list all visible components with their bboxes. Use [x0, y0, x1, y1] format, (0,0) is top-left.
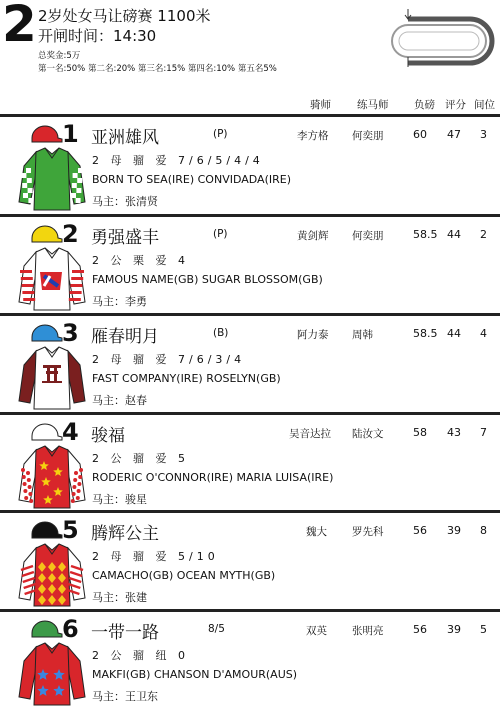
runner-entry	[0, 317, 500, 415]
weight: 58.5	[413, 327, 438, 340]
jockey: 阿力泰	[297, 329, 329, 341]
race-number: 2	[2, 0, 37, 53]
runner-entry	[0, 514, 500, 612]
pedigree: RODERIC O'CONNOR(IRE) MARIA LUISA(IRE)	[92, 471, 334, 484]
weight: 60	[413, 128, 427, 141]
weight: 56	[413, 524, 427, 537]
horse-name: 骏福	[91, 426, 125, 446]
horse-name: 一带一路	[91, 623, 159, 643]
race-header	[0, 0, 500, 90]
weight: 56	[413, 623, 427, 636]
saddle-number: 6	[62, 615, 79, 643]
horse-name: 勇强盛丰	[91, 228, 159, 248]
owner: 马主：李勇	[92, 295, 147, 308]
horse-name: 雁春明月	[91, 327, 159, 347]
horse-info: 2 母 骝 爱 5/10	[92, 550, 219, 563]
draw: 5	[480, 623, 487, 636]
saddle-number: 2	[62, 220, 79, 248]
horse-info: 2 母 骝 爱 7/6/5/4/4	[92, 154, 264, 167]
saddle-number: 3	[62, 319, 79, 347]
prize-split: 第一名:50% 第二名:20% 第三名:15% 第四名:10% 第五名5%	[38, 64, 277, 74]
trainer: 张明亮	[352, 625, 384, 637]
column-rating: 评分	[445, 99, 466, 111]
runner-entry	[0, 613, 500, 711]
horse-info: 2 公 骝 爱 5	[92, 452, 189, 465]
divider	[0, 114, 500, 117]
owner: 马主：张建	[92, 591, 147, 604]
trainer: 周韩	[352, 329, 373, 341]
jockey: 黄剑辉	[297, 230, 329, 242]
draw: 2	[480, 228, 487, 241]
start-time: 开闸时间：14:30	[38, 27, 157, 45]
gear: (P)	[213, 128, 228, 140]
runner-entry	[0, 218, 500, 316]
draw: 3	[480, 128, 487, 141]
horse-name: 亚洲雄风	[91, 128, 159, 148]
horse-info: 2 公 栗 爱 4	[92, 254, 189, 267]
rating: 44	[447, 327, 461, 340]
gear: (P)	[213, 228, 228, 240]
owner: 马主：赵春	[92, 394, 147, 407]
track-diagram	[370, 5, 495, 70]
draw: 4	[480, 327, 487, 340]
gear: 8/5	[208, 623, 225, 635]
weight: 58	[413, 426, 427, 439]
trainer: 陆汝文	[352, 428, 384, 440]
jockey: 吴音达拉	[289, 428, 331, 440]
horse-info: 2 母 骝 爱 7/6/3/4	[92, 353, 246, 366]
draw: 7	[480, 426, 487, 439]
jockey: 魏大	[306, 526, 327, 538]
rating: 39	[447, 524, 461, 537]
pedigree: CAMACHO(GB) OCEAN MYTH(GB)	[92, 569, 276, 582]
jockey: 李方格	[297, 130, 329, 142]
rating: 43	[447, 426, 461, 439]
pedigree: FAMOUS NAME(GB) SUGAR BLOSSOM(GB)	[92, 273, 323, 286]
trainer: 何奕朋	[352, 130, 384, 142]
weight: 58.5	[413, 228, 438, 241]
rating: 39	[447, 623, 461, 636]
runner-entry	[0, 118, 500, 216]
pedigree: FAST COMPANY(IRE) ROSELYN(GB)	[92, 372, 281, 385]
pedigree: BORN TO SEA(IRE) CONVIDADA(IRE)	[92, 173, 291, 186]
horse-info: 2 公 骝 纽 0	[92, 649, 189, 662]
column-trainer: 练马师	[357, 99, 389, 111]
owner: 马主：王卫东	[92, 690, 158, 703]
prize-money: 总奖金:5万	[38, 51, 81, 61]
draw: 8	[480, 524, 487, 537]
gear: (B)	[213, 327, 229, 339]
saddle-number: 1	[62, 120, 79, 148]
saddle-number: 5	[62, 516, 79, 544]
race-title: 2岁处女马让磅赛 1100米	[38, 7, 211, 25]
rating: 47	[447, 128, 461, 141]
runner-entry	[0, 416, 500, 514]
jockey: 双英	[306, 625, 327, 637]
owner: 马主：张清贤	[92, 195, 158, 208]
horse-name: 腾辉公主	[91, 524, 159, 544]
pedigree: MAKFI(GB) CHANSON D'AMOUR(AUS)	[92, 668, 298, 681]
saddle-number: 4	[62, 418, 79, 446]
trainer: 罗先科	[352, 526, 384, 538]
column-jockey: 骑师	[310, 99, 331, 111]
column-weight: 负磅	[414, 99, 435, 111]
rating: 44	[447, 228, 461, 241]
column-draw: 间位	[474, 99, 495, 111]
owner: 马主：骏星	[92, 493, 147, 506]
trainer: 何奕朋	[352, 230, 384, 242]
